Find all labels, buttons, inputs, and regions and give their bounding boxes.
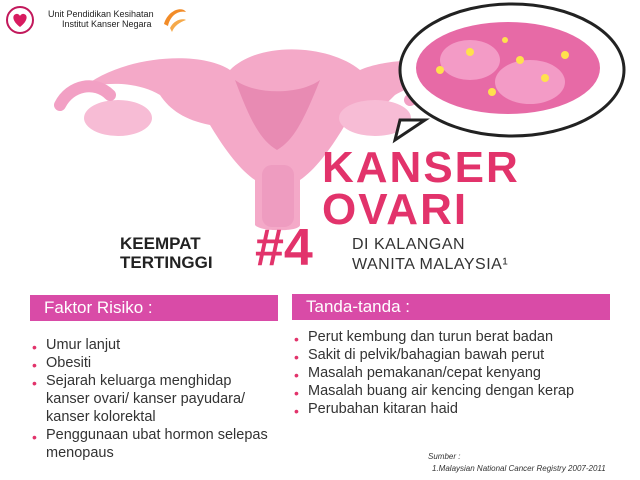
list-item-text: Obesiti xyxy=(46,355,92,371)
list-item-text: Penggunaan ubat hormon selepas menopaus xyxy=(46,427,268,461)
tumor-lobe xyxy=(495,60,565,104)
ovary-tumor-closeup xyxy=(395,4,624,140)
bullet-icon: • xyxy=(32,339,37,355)
list-item-text: Perubahan kitaran haid xyxy=(308,401,458,417)
ranking-left-line2: TERTINGGI xyxy=(120,253,213,272)
bullet-icon: • xyxy=(294,385,299,401)
bullet-icon: • xyxy=(294,331,299,347)
symptoms-heading: Tanda-tanda : xyxy=(292,294,610,320)
bullet-icon: • xyxy=(32,429,37,445)
tumor-spot xyxy=(436,66,444,74)
heart-logo-icon xyxy=(6,6,34,34)
tumor-spot xyxy=(502,37,508,43)
bullet-icon: • xyxy=(294,403,299,419)
list-item xyxy=(32,336,277,354)
tumor-spot xyxy=(561,51,569,59)
risk-factors-heading: Faktor Risiko : xyxy=(30,295,278,321)
list-item-text: Perut kembung dan turun berat badan xyxy=(308,329,554,345)
tumor-spot xyxy=(488,88,496,96)
list-item xyxy=(294,382,624,400)
ranking-left-line1: KEEMPAT xyxy=(120,234,201,253)
symptoms-list xyxy=(294,328,624,418)
risk-factors-list xyxy=(32,336,277,462)
title-line1: KANSER xyxy=(322,143,520,192)
tumor-spot xyxy=(516,56,524,64)
tumor-spot xyxy=(466,48,474,56)
bullet-icon: • xyxy=(294,349,299,365)
ranking-right-line2: WANITA MALAYSIA¹ xyxy=(352,256,509,273)
tumor-lobe xyxy=(440,40,500,80)
ranking-number: #4 xyxy=(255,219,313,277)
org-name-line2: Institut Kanser Negara xyxy=(62,19,152,29)
bubble-tail xyxy=(395,120,425,140)
list-item-text: Sakit di pelvik/bahagian bawah perut xyxy=(308,347,545,363)
list-item-text: Masalah pemakanan/cepat kenyang xyxy=(308,365,541,381)
cervix xyxy=(262,165,294,227)
list-item xyxy=(32,354,277,372)
list-item-text: Umur lanjut xyxy=(46,337,121,353)
bullet-icon: • xyxy=(294,367,299,383)
left-ovary xyxy=(84,100,152,136)
title-line2: OVARI xyxy=(322,185,469,234)
list-item xyxy=(294,364,624,382)
ranking-right-line1: DI KALANGAN xyxy=(352,236,466,253)
list-item xyxy=(294,400,624,418)
list-item-text: Sejarah keluarga menghidap kanser ovari/ kanser payudara/ kanser kolorektal xyxy=(46,373,246,425)
list-item xyxy=(32,426,277,462)
swoosh-logo-icon xyxy=(160,4,190,36)
bullet-icon: • xyxy=(32,357,37,373)
source-label: Sumber : xyxy=(428,452,461,461)
list-item xyxy=(294,328,624,346)
tumor-spot xyxy=(541,74,549,82)
list-item-text: Masalah buang air kencing dengan kerap xyxy=(308,383,575,399)
bullet-icon: • xyxy=(32,375,37,391)
list-item xyxy=(32,372,277,426)
source-text: 1.Malaysian National Cancer Registry 2007-2011 xyxy=(432,464,606,473)
list-item xyxy=(294,346,624,364)
org-name-line1: Unit Pendidikan Kesihatan xyxy=(48,9,154,19)
